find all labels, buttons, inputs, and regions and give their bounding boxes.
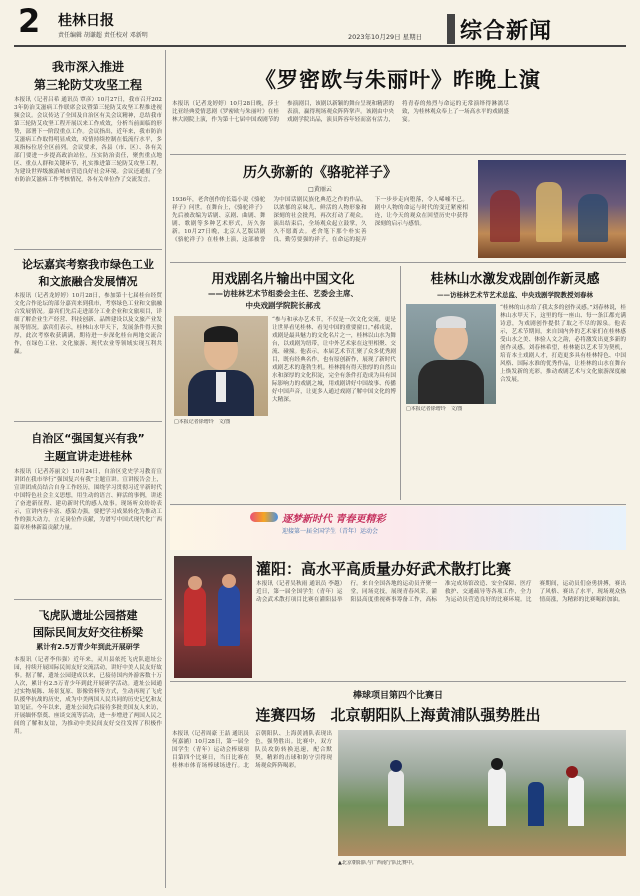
stage-photo (478, 160, 626, 258)
divider (170, 262, 626, 263)
feature-body: 1936年，老舍创作的长篇小说《骆驼祥子》问世。在舞台上，《骆驼祥子》先后被改编为话剧、京剧、曲剧、舞剧、歌剧等多种艺术形式，历久弥新。10月27日晚，北京人艺版话剧《骆驼祥子》在桂林上演，这部被誉为中国话剧民族化典范之作的作品，以浓郁的京味儿、鲜活的人物形象和深刻的社会批判，再次打动了观众。演出结束后，全场观众起立鼓掌，久久不愿离去。老舍笔下那个朴实善良、勤劳要强的祥子，在命运的捉弄下一步步走向堕落，令人唏嘘不已。剧中人物的命运与时代的变迁紧密相连，让今天的观众在回望历史中获得深刻的启示与感悟。 (172, 197, 468, 243)
lead-title: 《罗密欧与朱丽叶》昨晚上演 (255, 68, 541, 92)
article-body: 本报讯（记者李伟强）近年来，灵川县依托飞虎队遗址公园，持续开展国际民间友好交流活动，讲好中美人民友好故事。据了解，遗址公园建成以来，已接待国内外游客数十万人次，累计有2.5万青少年到此开展研学活动。遗址公园通过实物展陈、场景复原、影像资料等方式，生动再现了飞虎队援华抗战的历史，成为中美两国人民共同的历史记忆和友谊见证。今年以来，遗址公园先后接待多批美国友人来访，开展缅怀祭奠、座谈交流等活动，进一步增进了两国人民之间的了解和友谊，为推动中美民间友好交往发挥了积极作用。 (14, 657, 162, 735)
baseball-title-top: 棒球项目第四个比赛日 (352, 691, 443, 701)
masthead (0, 0, 640, 48)
interview-body: “桂林的山水给了我太多的创作灵感。”刘春林说，桂林山水甲天下，这里的每一座山、每一条江都充满诗意，为戏剧创作提供了取之不尽的源泉。他表示，艺术节期间，来自国内外的艺术家们在桂林感受山水之美、体验人文之韵，必将激发出更多新的创作灵感。刘春林希望，桂林能以艺术节为契机，培育本土戏剧人才，打造更多具有桂林特色、中国风格、国际水准的优秀作品，让桂林的山水在舞台上焕发新的光彩，推动戏剧艺术与文化旅游深度融合发展。 (500, 305, 626, 383)
column-divider (400, 266, 401, 500)
feature-title: 历久弥新的《骆驼祥子》 (243, 165, 397, 181)
games-body: 本报讯（记者吴秋雨 通讯员 李越）近日，第一届全国学生（青年）运动会武术散打项目比赛在灌阳县举行。来自全国各地的运动员齐聚一堂，同场竞技，展现青春风采。灌阳县高度重视赛事筹备工作，高标准完成场馆改造、安全保障、医疗救护、交通疏导等各项工作，全力为运动员营造良好的比赛环境。比赛期间，运动员们奋勇拼搏，赛出了风格、赛出了水平，现场观众热情高涨，为精彩的比赛喝彩加油。 (256, 581, 626, 603)
article-title: 和文旅融合发展情况 (38, 275, 138, 288)
article-title: 我市深入推进 (51, 60, 124, 74)
section-bar (447, 14, 455, 44)
article-body: 本报讯（记者龙婷婷）10月28日，参加第十七届桂台经贸文化合作论坛的部分嘉宾来到我市，考察绿色工业和文旅融合发展情况。嘉宾们先后走进部分工业企业和文旅项目，详细了解企业生产经营、科技创新、品牌建设以及文旅产业发展等情况。嘉宾们表示，桂林山水甲天下，发展条件得天独厚，此次考察收获满满，期待进一步深化桂台两地交流合作，在绿色工业、文化旅游、现代农业等领域实现互利共赢。 (14, 293, 162, 355)
games-banner (170, 506, 626, 550)
article-body: 本报讯（记者吕希 通讯员 覃彦）10月27日，我市召开2023年防治艾滋病工作联席会议暨第三轮防艾攻坚工程推进视频会议。会议传达了全国及自治区有关会议精神，总结我市第三轮防艾攻坚工程开展以来工作成效，分析当前面临的形势，部署下一阶段重点工作。会议指出，近年来，我市防治艾滋病工作取得明显成效，疫情持续控制在低流行水平，多项指标位居全区前列。会议要求，各县（市、区）、各有关部门要进一步提高政治站位，压实防治责任，聚焦重点地区、重点人群和关键环节，扎实推进第三轮防艾攻坚工程，为建设世界级旅游城市营造良好社会环境。会议还通报了全市防治艾滋病工作考核情况，各有关单位作了交流发言。 (14, 97, 162, 183)
lead-body: 本报讯（记者龙婷婷）10月28日晚，莎士比亚经典爱情悲剧《罗密欧与朱丽叶》在桂林大剧院上演，作为第十七届中国戏剧节的参演剧目，该剧以新颖的舞台呈现和精湛的表演，赢得现场观众阵阵掌声。该剧由中央戏剧学院出品，演员阵容年轻而富有活力，将青春的热烈与命运的无常演绎得淋漓尽致，为桂林观众奉上了一场高水平的戏剧盛宴。 (172, 101, 509, 123)
games-title: 灌阳：高水平高质量办好武术散打比赛 (256, 560, 512, 578)
article-title: 飞虎队遗址公园搭建 (38, 609, 138, 622)
divider (14, 421, 162, 422)
interview-body: “参与和承办艺术节，不仅是一次文化交流，更是让世界看见桂林、看见中国的重要窗口。”郝戎说，戏剧是最具魅力的文化名片之一，桂林以山水为舞台，以戏剧为纽带，让中外艺术家在这里相聚、交流、碰撞。他表示，本届艺术节汇聚了众多优秀剧目，既有经典名作，也有原创新作，展现了新时代戏剧艺术的蓬勃生机。桂林拥有得天独厚的自然山水和深厚的文化积淀，完全有条件打造成为具有国际影响力的戏剧之城，用戏剧讲好中国故事、传播好中国声音，让更多人通过戏剧了解中国文化的博大精深。 (272, 317, 396, 403)
photo-caption: ▲北京朝阳队与广西南宁队比赛中。 (338, 860, 417, 866)
divider (14, 599, 162, 600)
article-subtitle: 累计有2.5万青少年到此开展研学 (36, 643, 140, 651)
article-title: 国际民间友好交往桥梁 (33, 626, 143, 639)
article-body: 本报讯（记者苏丽文）10月24日，自治区党史学习教育宣讲团在我市举行“强国复兴有我”主题宣讲。宣讲报告会上，宣讲团成员结合自身工作经历，围绕学习贯彻习近平新时代中国特色社会主义思想，用生动的语言、鲜活的事例，讲述了奋进新征程、建功新时代的感人故事。现场听众纷纷表示，宣讲内容丰富、感染力强，要把学习成果转化为推动工作的强大动力，立足岗位作贡献，为谱写中国式现代化广西篇章桂林新篇贡献力量。 (14, 469, 162, 531)
interview-subtitle: ——访桂林艺术节组委会主任、艺委会主席、 (208, 289, 358, 298)
divider (14, 249, 162, 250)
interview-title: 桂林山水激发戏剧创作新灵感 (430, 272, 600, 287)
divider (170, 504, 626, 505)
interview-title: 用戏剧名片输出中国文化 (211, 272, 355, 287)
divider (170, 681, 626, 682)
portrait-photo (174, 316, 268, 416)
article-title: 论坛嘉宾考察我市绿色工业 (22, 258, 154, 271)
staff-line: 责任编辑 胡谦超 责任校对 邓新明 (58, 32, 148, 39)
article-title: 第三轮防艾攻坚工程 (33, 78, 142, 92)
interview-subtitle: 中央戏剧学院院长郝戎 (245, 301, 321, 310)
baseball-body: 本报讯（记者周豪 王喆 通讯员 何嘉涵）10月28日，第一届全国学生（青年）运动会棒球项目第四个比赛日，当日比赛在桂林市体育场棒球场进行。北京朝阳队、上海黄浦队表现出色，强势胜出。比赛中，双方队员攻防转换迅速，配合默契，精彩的击球和防守引得现场观众阵阵喝彩。 (172, 731, 332, 769)
portrait-photo (406, 304, 496, 404)
paper-name: 桂林日报 (58, 13, 114, 29)
left-column-divider (165, 50, 166, 888)
feature-byline: □黄丽云 (308, 186, 332, 193)
photo-caption: □本报记者徐增玲 文/图 (406, 406, 463, 412)
divider (170, 154, 626, 155)
baseball-title: 连赛四场 北京朝阳队上海黄浦队强势胜出 (255, 706, 541, 724)
photo-caption: □本报记者徐增玲 文/图 (174, 419, 231, 425)
article-title: 主题宣讲走进桂林 (44, 450, 132, 463)
banner-subtitle: 迎接第一届全国学生（青年）运动会 (282, 528, 379, 535)
martial-arts-photo (174, 556, 252, 678)
masthead-rule (14, 45, 626, 47)
ribbon-icon (250, 512, 278, 522)
section-name: 综合新闻 (460, 19, 553, 44)
baseball-photo (338, 730, 626, 856)
interview-subtitle: ——访桂林艺术节艺术总监、中央戏剧学院教授刘春林 (437, 291, 593, 299)
page-number: 2 (18, 2, 41, 40)
issue-date: 2023年10月29日 星期日 (348, 33, 423, 41)
article-title: 自治区“强国复兴有我” (31, 432, 145, 445)
banner-title: 逐梦新时代 青春更精彩 (282, 514, 386, 525)
